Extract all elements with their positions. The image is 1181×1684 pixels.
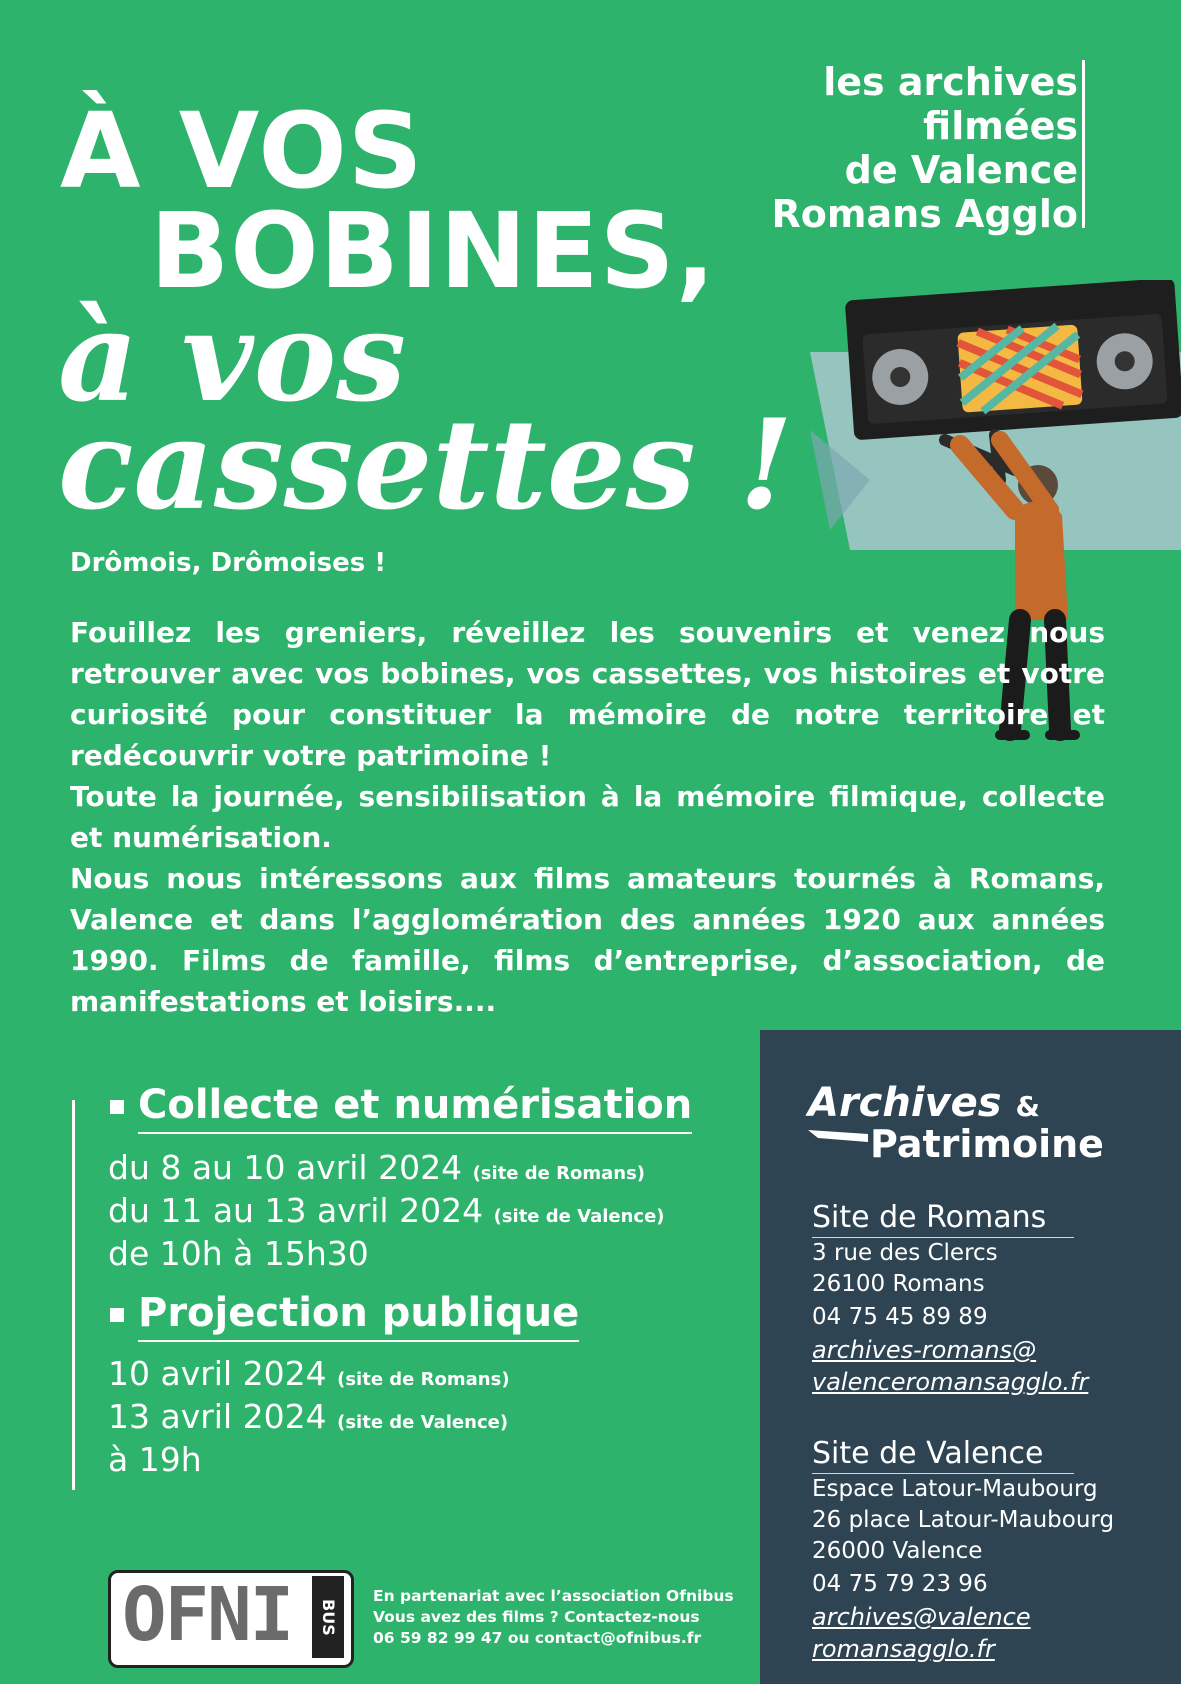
site-valence-city: 26000 Valence: [812, 1538, 983, 1564]
title-line-1: À VOS: [60, 90, 424, 212]
partner-line: En partenariat avec l’association Ofnibus: [373, 1587, 734, 1605]
site-romans-address: 3 rue des Clercs: [812, 1240, 998, 1266]
collecte-date-valence: du 11 au 13 avril 2024 (site de Valence): [108, 1191, 665, 1230]
archives-patrimoine-logo-line2: Patrimoine: [870, 1122, 1104, 1166]
site-romans-city: 26100 Romans: [812, 1271, 985, 1297]
ofnibus-logo-bus: BUS: [312, 1576, 344, 1658]
body-paragraph: Nous nous intéressons aux films amateurs tournés à Romans, Valence et dans l’agglomération des années 1920 aux années 1990. Films de famille, films d’entreprise, d’association, de manifestations et loisirs....: [70, 862, 1105, 1018]
subtitle: [658, 60, 1078, 236]
subtitle-line: filmées: [923, 104, 1078, 148]
title-line-4: cassettes !: [58, 393, 794, 538]
ofnibus-logo-text: OFNI: [122, 1572, 293, 1658]
site-valence-address: Espace Latour-Maubourg: [812, 1476, 1098, 1502]
events-divider: [72, 1100, 75, 1490]
partner-contact: 06 59 82 99 47 ou contact@ofnibus.fr: [373, 1629, 702, 1647]
subtitle-line: les archives: [823, 60, 1078, 104]
collecte-date-romans: du 8 au 10 avril 2024 (site de Romans): [108, 1148, 646, 1187]
subtitle-line: de Valence: [844, 148, 1078, 192]
subtitle-divider: [1082, 60, 1085, 228]
greeting: Drômois, Drômoises !: [70, 548, 387, 578]
projection-heading: Projection publique: [110, 1290, 579, 1336]
body-paragraph: Fouillez les greniers, réveillez les souvenirs et venez nous retrouver avec vos bobines, vos cassettes, vos histoires et votre curiosité pour constituer la mémoire de notre territoire et redécouvrir votre patrimoine !: [70, 616, 1105, 772]
collecte-hours: de 10h à 15h30: [108, 1234, 369, 1273]
collecte-heading: Collecte et numérisation: [110, 1082, 692, 1128]
bullet-icon: [110, 1308, 124, 1322]
site-valence-email-domain[interactable]: romansagglo.fr: [812, 1635, 995, 1663]
logo-swoosh-icon: [808, 1128, 868, 1144]
site-romans-email[interactable]: archives-romans@: [812, 1336, 1037, 1364]
projection-date-valence: 13 avril 2024 (site de Valence): [108, 1397, 509, 1436]
bullet-icon: [110, 1100, 124, 1114]
site-romans-phone: 04 75 45 89 89: [812, 1304, 988, 1330]
site-valence-street: 26 place Latour-Maubourg: [812, 1507, 1115, 1533]
site-valence-title: Site de Valence: [812, 1436, 1074, 1474]
site-romans-email-domain[interactable]: valenceromansagglo.fr: [812, 1368, 1089, 1396]
partner-info: [373, 1586, 734, 1649]
title-line-2: BOBINES,: [150, 190, 717, 312]
body-text: [70, 612, 1105, 1022]
projection-date-romans: 10 avril 2024 (site de Romans): [108, 1354, 510, 1393]
projection-time: à 19h: [108, 1440, 202, 1479]
body-paragraph: Toute la journée, sensibilisation à la mémoire filmique, collecte et numérisation.: [70, 780, 1105, 854]
site-romans-title: Site de Romans: [812, 1200, 1074, 1238]
archives-patrimoine-logo: Archives &: [808, 1080, 1040, 1126]
site-valence-email[interactable]: archives@valence: [812, 1603, 1031, 1631]
partner-line: Vous avez des films ? Contactez-nous: [373, 1608, 700, 1626]
title-line-3: à vos: [58, 285, 407, 430]
site-valence-phone: 04 75 79 23 96: [812, 1571, 988, 1597]
subtitle-line: Romans Agglo: [771, 192, 1078, 236]
